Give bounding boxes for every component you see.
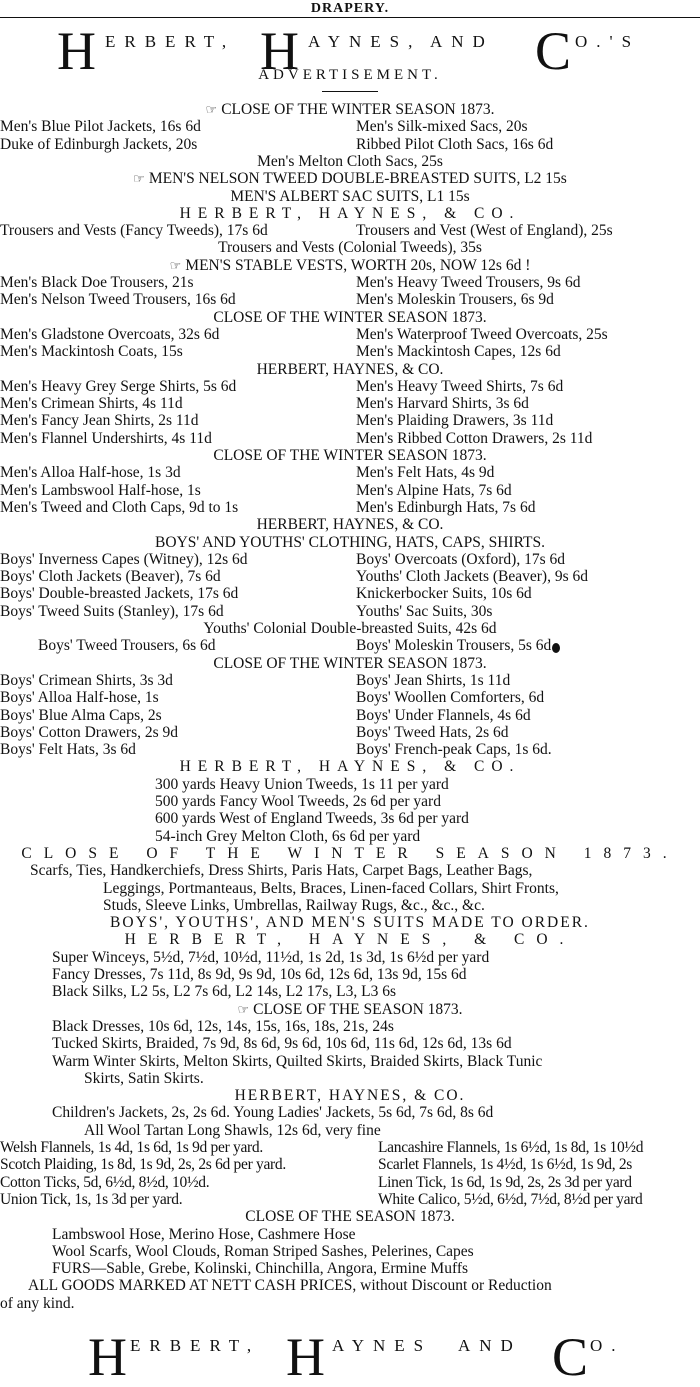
centered-line-text	[0, 257, 700, 275]
right-item: Youths' Cloth Jackets (Beaver), 9s 6d	[356, 568, 588, 586]
listing-line	[0, 1018, 700, 1036]
listing-line	[0, 464, 700, 482]
indented-item: Leggings, Portmanteaus, Belts, Braces, Linen-faced Collars, Shirt Fronts,	[103, 879, 559, 897]
centered-line-text	[0, 1208, 700, 1226]
masthead-word-3: AND	[430, 32, 494, 51]
left-item: Boys' Alloa Half-hose, 1s	[0, 689, 159, 707]
left-item: Boys' Tweed Suits (Stanley), 17s 6d	[0, 602, 224, 620]
right-item: Boys' Under Flannels, 4s 6d	[356, 706, 531, 724]
centered-text: HERBERT, HAYNES, & CO.	[179, 204, 521, 222]
indented-item: Super Winceys, 5½d, 7½d, 10½d, 11½d, 1s 2d, 1s 3d, 1s 6½d per yard	[52, 948, 490, 966]
listing-line	[0, 1053, 700, 1071]
listing-line	[0, 862, 700, 880]
listing-line	[0, 326, 700, 344]
left-item: Men's Blue Pilot Jackets, 16s 6d	[0, 118, 201, 136]
footer-masthead	[0, 1327, 700, 1387]
centered-text: CLOSE OF THE WINTER SEASON 1873.	[221, 101, 495, 118]
centered-text: Men's Melton Cloth Sacs, 25s	[257, 152, 443, 170]
listing-line	[0, 1139, 700, 1157]
right-item: Men's Mackintosh Capes, 12s 6d	[356, 343, 561, 361]
listing-line	[0, 274, 700, 292]
listing-line	[0, 118, 700, 136]
centered-text: CLOSE OF THE WINTER SEASON 1873.	[213, 654, 487, 672]
listing-line	[0, 776, 700, 794]
left-item: Men's Alloa Half-hose, 1s 3d	[0, 464, 181, 482]
listing-line	[0, 136, 700, 154]
listing-line	[0, 1035, 700, 1053]
listing-line	[0, 153, 700, 171]
indented-item: Skirts, Satin Skirts.	[84, 1069, 204, 1087]
left-item: Trousers and Vests (Fancy Tweeds), 17s 6d	[0, 222, 268, 240]
pointing-hand-icon: ☞	[169, 257, 182, 273]
pointing-hand-icon: ☞	[237, 1001, 250, 1017]
listing-line	[0, 378, 700, 396]
listing-line	[0, 966, 700, 984]
right-item: Lancashire Flannels, 1s 6½d, 1s 8d, 1s 10½d	[378, 1139, 644, 1156]
left-item: Men's Nelson Tweed Trousers, 16s 6d	[0, 291, 236, 309]
centered-line-text	[0, 931, 700, 949]
indented-item: Fancy Dresses, 7s 11d, 8s 9d, 9s 9d, 10s 6d, 12s 6d, 13s 9d, 15s 6d	[52, 966, 467, 983]
left-item: Boys' Double-breasted Jackets, 17s 6d	[0, 585, 239, 603]
left-item: Welsh Flannels, 1s 4d, 1s 6d, 1s 9d per yard.	[0, 1139, 263, 1156]
subtitle-rule	[322, 91, 378, 92]
right-item: Men's Heavy Tweed Trousers, 9s 6d	[356, 274, 581, 291]
right-item: Boys' Woollen Comforters, 6d	[356, 689, 545, 707]
listing-line	[0, 810, 700, 828]
listing-line	[0, 1156, 700, 1174]
indented-item: ALL GOODS MARKED AT NETT CASH PRICES, without Discount or Reduction	[28, 1277, 552, 1295]
listing-line	[0, 499, 700, 517]
masthead-word-4: O.'S	[575, 32, 641, 51]
centered-text: MEN'S NELSON TWEED DOUBLE-BREASTED SUITS, L2 15s	[148, 170, 567, 188]
listing-line	[0, 1226, 700, 1244]
listing-line	[0, 343, 700, 361]
right-item: Men's Waterproof Tweed Overcoats, 25s	[356, 325, 608, 343]
left-item: Men's Tweed and Cloth Caps, 9d to 1s	[0, 498, 239, 516]
centered-line-text	[0, 153, 700, 171]
listing-line	[0, 655, 700, 673]
indented-item: Wool Scarfs, Wool Clouds, Roman Striped Sashes, Pelerines, Capes	[52, 1242, 474, 1260]
indented-item: 300 yards Heavy Union Tweeds, 1s 11 per yard	[155, 775, 449, 793]
left-item: Scotch Plaiding, 1s 8d, 1s 9d, 2s, 2s 6d per yard.	[0, 1156, 286, 1174]
listing-line	[0, 257, 700, 275]
listing-line	[0, 724, 700, 742]
centered-line-text	[0, 205, 700, 223]
centered-line-text	[0, 1087, 700, 1105]
left-item: Boys' Blue Alma Caps, 2s	[0, 706, 162, 724]
indented-item: Scarfs, Ties, Handkerchiefs, Dress Shirts, Paris Hats, Carpet Bags, Leather Bags,	[30, 862, 533, 880]
left-item: Men's Crimean Shirts, 4s 11d	[0, 395, 183, 413]
listing-line	[0, 793, 700, 811]
centered-line-text	[0, 655, 700, 673]
footer-initial-h1: H	[88, 1327, 127, 1387]
centered-line-text	[0, 758, 700, 776]
right-item: Men's Silk-mixed Sacs, 20s	[356, 118, 528, 136]
centered-text: Trousers and Vests (Colonial Tweeds), 35s	[218, 239, 482, 257]
footer-word-1: ERBERT,	[130, 1336, 261, 1355]
centered-text: CLOSE OF THE WINTER SEASON 1873.	[213, 447, 487, 464]
listing-line	[0, 603, 700, 621]
right-item: Men's Ribbed Cotton Drawers, 2s 11d	[356, 429, 593, 447]
left-item: Men's Mackintosh Coats, 15s	[0, 343, 183, 361]
left-item: Men's Gladstone Overcoats, 32s 6d	[0, 325, 220, 343]
footer-word-4: O.	[590, 1336, 625, 1355]
centered-line-text	[0, 516, 700, 534]
listing-line	[0, 447, 700, 465]
right-item: Boys' Overcoats (Oxford), 17s 6d	[356, 550, 565, 568]
centered-line-text	[0, 845, 700, 863]
centered-text: HERBERT, HAYNES, & CO.	[179, 758, 521, 776]
centered-text: HERBERT, HAYNES, & CO.	[234, 1087, 466, 1105]
listing-line	[0, 1087, 700, 1105]
masthead-initial-h1: H	[57, 21, 96, 81]
left-item: Men's Fancy Jean Shirts, 2s 11d	[0, 412, 199, 430]
listing-line	[0, 1208, 700, 1226]
pointing-hand-icon: ☞	[133, 171, 145, 187]
centered-text: CLOSE OF THE SEASON 1873.	[245, 1208, 455, 1226]
masthead-initial-c: C	[535, 21, 572, 81]
right-item: Ribbed Pilot Cloth Sacs, 16s 6d	[356, 135, 554, 153]
listing-line	[0, 291, 700, 309]
listing-line	[0, 568, 700, 586]
listing-line	[0, 672, 700, 690]
centered-text: HERBERT, HAYNES, & CO.	[124, 931, 576, 949]
right-item: Men's Plaiding Drawers, 3s 11d	[356, 412, 554, 430]
centered-line-text	[0, 101, 700, 119]
centered-line-text	[0, 188, 700, 206]
indented-item: of any kind.	[0, 1294, 75, 1312]
centered-text: CLOSE OF THE SEASON 1873.	[253, 1000, 463, 1018]
indented-item: 54-inch Grey Melton Cloth, 6s 6d per yard	[155, 827, 421, 845]
listing-line	[0, 309, 700, 327]
listing-line	[0, 534, 700, 552]
listing-line	[0, 516, 700, 534]
indented-item: Studs, Sleeve Links, Umbrellas, Railway Rugs, &c., &c., &c.	[103, 896, 485, 914]
section-label: DRAPERY.	[310, 1, 390, 16]
listing-line	[0, 949, 700, 967]
listing-line	[0, 983, 700, 1001]
indented-item: Tucked Skirts, Braided, 7s 9d, 8s 6d, 9s 6d, 10s 6d, 11s 6d, 12s 6d, 13s 6d	[52, 1035, 512, 1053]
listing-line	[0, 689, 700, 707]
subtitle-line	[0, 66, 700, 84]
left-item: Union Tick, 1s, 1s 3d per yard.	[0, 1190, 183, 1208]
centered-line-text	[0, 1001, 700, 1019]
listing-line	[0, 620, 700, 638]
listing-line	[0, 188, 700, 206]
listing-line	[0, 395, 700, 413]
listing-line	[0, 412, 700, 430]
listing-line	[0, 1277, 700, 1295]
listing-line	[0, 170, 700, 188]
centered-line-text	[0, 914, 700, 932]
listing-line	[0, 845, 700, 863]
listing-line	[0, 931, 700, 949]
right-item: Men's Edinburgh Hats, 7s 6d	[356, 498, 536, 516]
listing-line	[0, 1191, 700, 1209]
centered-line-text	[0, 361, 700, 379]
footer-word-2: AYNES	[332, 1336, 433, 1355]
left-item: Cotton Ticks, 5d, 6½d, 8½d, 10½d.	[0, 1173, 210, 1191]
indented-item: Black Silks, L2 5s, L2 7s 6d, L2 14s, L2 17s, L3, L3 6s	[52, 983, 397, 1001]
masthead-word-1: ERBERT,	[105, 32, 236, 51]
listing-line	[0, 585, 700, 603]
centered-line-text	[0, 309, 700, 327]
right-item: Men's Moleskin Trousers, 6s 9d	[356, 291, 554, 309]
listing-line	[0, 239, 700, 257]
listing-line	[0, 1001, 700, 1019]
listing-line	[0, 1122, 700, 1140]
left-item: Boys' Felt Hats, 3s 6d	[0, 741, 136, 759]
indented-item: Lambswool Hose, Merino Hose, Cashmere Hose	[52, 1225, 356, 1243]
listing-line	[0, 637, 700, 655]
left-item: Boys' Cotton Drawers, 2s 9d	[0, 723, 179, 741]
left-item: Boys' Inverness Capes (Witney), 12s 6d	[0, 550, 248, 568]
listing-line	[0, 1070, 700, 1088]
centered-text: HERBERT, HAYNES, & CO.	[256, 360, 444, 378]
indented-item: 600 yards West of England Tweeds, 3s 6d per yard	[155, 810, 469, 828]
listing-line	[0, 361, 700, 379]
left-item: Men's Black Doe Trousers, 21s	[0, 274, 194, 291]
subtitle: ADVERTISEMENT.	[258, 67, 442, 83]
listing-line	[0, 828, 700, 846]
listing-line	[0, 880, 700, 898]
masthead-initial-h2: H	[260, 21, 299, 81]
right-item: Men's Harvard Shirts, 3s 6d	[356, 395, 529, 413]
footer-initial-h2: H	[286, 1327, 325, 1387]
left-item: Men's Heavy Grey Serge Shirts, 5s 6d	[0, 377, 237, 395]
indented-item: All Wool Tartan Long Shawls, 12s 6d, very fine	[84, 1121, 381, 1139]
right-item: Boys' Moleskin Trousers, 5s 6d	[356, 637, 552, 655]
footer-word-3: AND	[458, 1336, 522, 1355]
listing-line	[0, 1295, 700, 1313]
centered-text: BOYS' AND YOUTHS' CLOTHING, HATS, CAPS, SHIRTS.	[155, 533, 545, 551]
centered-line-text	[0, 447, 700, 465]
indented-item: FURS—Sable, Grebe, Kolinski, Chinchilla, Angora, Ermine Muffs	[52, 1260, 469, 1278]
right-item: Trousers and Vest (West of England), 25s	[356, 222, 613, 240]
top-rule	[0, 17, 700, 18]
centered-text: BOYS', YOUTHS', AND MEN'S SUITS MADE TO ORDER.	[110, 914, 590, 932]
listing-line	[0, 1260, 700, 1278]
centered-text: MEN'S ALBERT SAC SUITS, L1 15s	[230, 187, 470, 205]
indented-item: 500 yards Fancy Wool Tweeds, 2s 6d per yard	[155, 793, 441, 810]
centered-text: Youths' Colonial Double-breasted Suits, 42s 6d	[203, 620, 497, 637]
indented-item: Warm Winter Skirts, Melton Skirts, Quilted Skirts, Braided Skirts, Black Tunic	[52, 1052, 543, 1070]
listing-line	[0, 914, 700, 932]
centered-text: CLOSE OF THE WINTER SEASON 1873.	[213, 308, 487, 326]
indented-item: Children's Jackets, 2s, 2s 6d. Young Ladies' Jackets, 5s 6d, 7s 6d, 8s 6d	[52, 1104, 494, 1122]
left-item: Boys' Cloth Jackets (Beaver), 7s 6d	[0, 568, 221, 586]
pointing-hand-icon: ☞	[205, 102, 218, 117]
right-item: White Calico, 5½d, 6½d, 7½d, 8½d per yard	[378, 1190, 643, 1208]
listing-line	[0, 707, 700, 725]
centered-text: CLOSE OF THE WINTER SEASON 1873.	[21, 844, 679, 862]
listing-line	[0, 430, 700, 448]
right-item: Knickerbocker Suits, 10s 6d	[356, 585, 532, 603]
footer-initial-c: C	[552, 1327, 589, 1387]
centered-text: MEN'S STABLE VESTS, WORTH 20s, NOW 12s 6d !	[185, 256, 531, 274]
ink-blot	[552, 643, 560, 653]
section-heading	[0, 0, 700, 16]
listing-line	[0, 741, 700, 759]
listing-line	[0, 897, 700, 915]
left-item: Men's Lambswool Half-hose, 1s	[0, 481, 201, 499]
right-item: Linen Tick, 1s 6d, 1s 9d, 2s, 2s 3d per yard	[378, 1173, 632, 1191]
listing-line	[0, 1174, 700, 1192]
left-item: Boys' Crimean Shirts, 3s 3d	[0, 671, 173, 689]
centered-text: HERBERT, HAYNES, & CO.	[256, 516, 444, 534]
left-item: Duke of Edinburgh Jackets, 20s	[0, 135, 198, 153]
indented-item: Black Dresses, 10s 6d, 12s, 14s, 15s, 16s, 18s, 21s, 24s	[52, 1017, 394, 1035]
masthead-word-2: AYNES,	[308, 32, 422, 51]
right-item: Scarlet Flannels, 1s 4½d, 1s 6½d, 1s 9d, 2s	[378, 1156, 633, 1174]
left-item: Boys' Tweed Trousers, 6s 6d	[38, 637, 216, 655]
right-item: Boys' Tweed Hats, 2s 6d	[356, 723, 509, 741]
centered-line-text	[0, 239, 700, 257]
listing-line	[0, 1104, 700, 1122]
right-item: Youths' Sac Suits, 30s	[356, 602, 493, 620]
listing-line	[0, 551, 700, 569]
right-item: Boys' Jean Shirts, 1s 11d	[356, 671, 511, 689]
left-item: Men's Flannel Undershirts, 4s 11d	[0, 429, 212, 447]
centered-line-text	[0, 534, 700, 552]
listing-line	[0, 758, 700, 776]
right-item: Men's Alpine Hats, 7s 6d	[356, 481, 512, 499]
right-item: Men's Heavy Tweed Shirts, 7s 6d	[356, 377, 564, 395]
listing-line	[0, 101, 700, 119]
listing-line	[0, 205, 700, 223]
listing-line	[0, 482, 700, 500]
right-item: Boys' French-peak Caps, 1s 6d.	[356, 741, 552, 759]
listing-line	[0, 222, 700, 240]
centered-line-text	[0, 170, 700, 188]
listing-line	[0, 1243, 700, 1261]
centered-line-text	[0, 620, 700, 638]
right-item: Men's Felt Hats, 4s 9d	[356, 464, 495, 482]
